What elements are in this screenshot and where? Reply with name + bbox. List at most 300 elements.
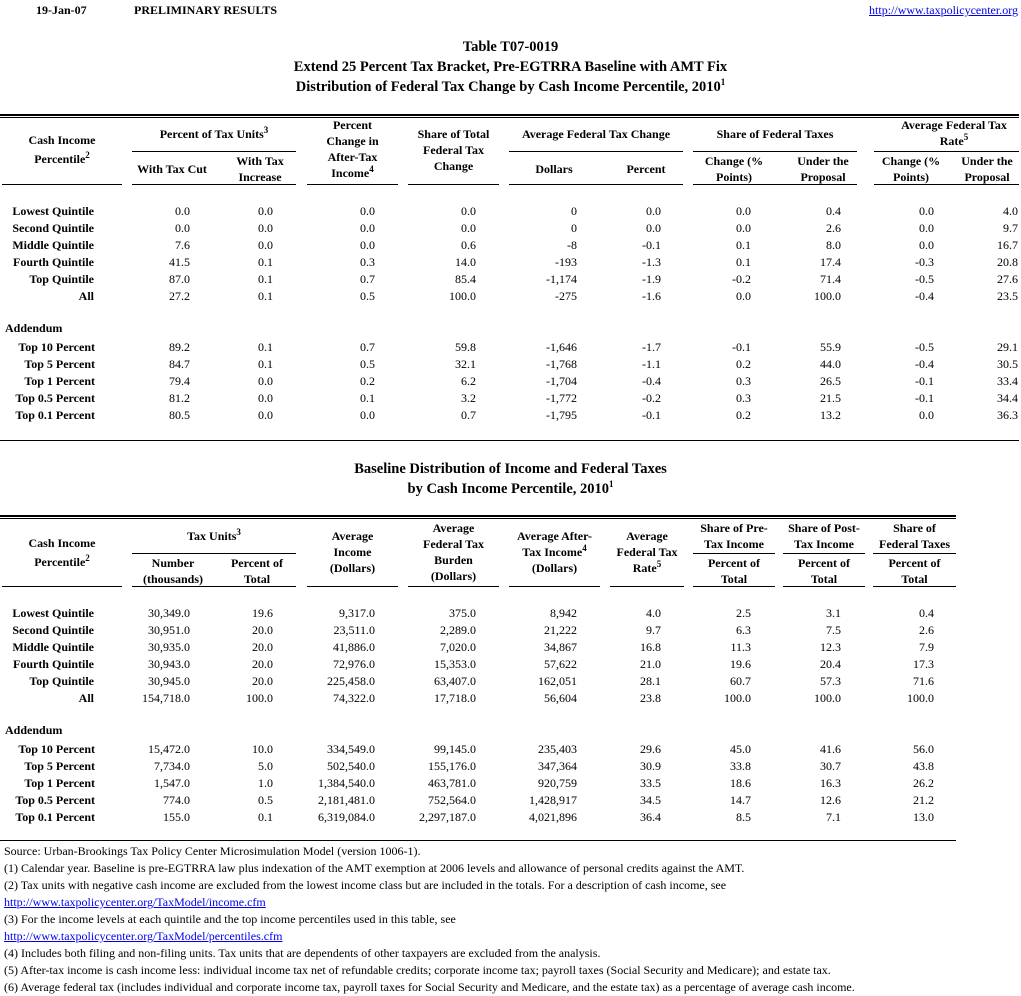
table-cell: 7.1 — [826, 810, 841, 824]
table-cell: 0.0 — [919, 408, 934, 422]
table2-title-line1: Baseline Distribution of Income and Federal Taxes — [354, 461, 667, 477]
table-cell: 21.0 — [640, 657, 661, 671]
table1-header-rule — [693, 151, 857, 152]
table-cell: 29.1 — [997, 340, 1018, 354]
table1-header-rule — [509, 184, 683, 185]
table-cell: 2,289.0 — [440, 623, 476, 637]
table-cell: -0.4 — [642, 374, 661, 388]
table-cell: 11.3 — [730, 640, 751, 654]
table-cell: 0.0 — [919, 221, 934, 235]
table-cell: 30,935.0 — [148, 640, 190, 654]
row-label: All — [78, 691, 94, 705]
table1-header-rule — [408, 184, 499, 185]
table-cell: 7.9 — [919, 640, 934, 654]
table-cell: 0.1 — [258, 810, 273, 824]
table-cell: 21.2 — [913, 793, 934, 807]
table-cell: -1,772 — [546, 391, 577, 405]
row-label: Middle Quintile — [12, 238, 94, 252]
table-cell: -0.1 — [915, 374, 934, 388]
table-cell: 2,181,481.0 — [318, 793, 375, 807]
table-cell: 32.1 — [455, 357, 476, 371]
table-cell: 4.0 — [646, 606, 661, 620]
table-cell: 6.3 — [736, 623, 751, 637]
status-label: PRELIMINARY RESULTS — [134, 3, 278, 17]
table-cell: 89.2 — [169, 340, 190, 354]
table-cell: 5.0 — [258, 759, 273, 773]
table-cell: 9,317.0 — [339, 606, 375, 620]
table-cell: 7.5 — [826, 623, 841, 637]
table-cell: 41.6 — [820, 742, 841, 756]
table-cell: 0.0 — [461, 221, 476, 235]
table-cell: 0.0 — [461, 204, 476, 218]
col-group-tax-units: Tax Units$^3$ — [187, 527, 241, 543]
table-cell: 16.7 — [997, 238, 1018, 252]
table-cell: 57,622 — [544, 657, 577, 671]
col-header-with-tax-increase: With Tax Increase — [236, 154, 284, 184]
table-cell: -1,795 — [546, 408, 577, 422]
table1-bottom-rule — [0, 440, 1019, 441]
table-cell: 0.2 — [360, 374, 375, 388]
table-cell: 17.3 — [913, 657, 934, 671]
table-cell: -0.2 — [732, 272, 751, 286]
footnote-5: (5) After-tax income is cash income less: individual income tax net of refundable credits; corporate income tax; payroll taxes (Social Security and Medicare); and estate tax. — [4, 963, 831, 977]
table-cell: 16.8 — [640, 640, 661, 654]
row-label: All — [78, 289, 94, 303]
table2-bottom-rule — [0, 840, 956, 841]
table-cell: -0.2 — [642, 391, 661, 405]
table-cell: 225,458.0 — [327, 674, 375, 688]
table-cell: 0.1 — [736, 238, 751, 252]
table-cell: -1.9 — [642, 272, 661, 286]
tpc-home-link[interactable]: http://www.taxpolicycenter.org — [869, 3, 1018, 17]
table-cell: 100.0 — [814, 691, 841, 705]
table-subject: Extend 25 Percent Tax Bracket, Pre-EGTRRA Baseline with AMT Fix — [293, 59, 728, 75]
table-cell: 4.0 — [1003, 204, 1018, 218]
table2-header-rule — [2, 586, 122, 587]
table1-header-rule — [509, 151, 683, 152]
row-label: Top 5 Percent — [24, 357, 95, 371]
table-cell: 33.5 — [640, 776, 661, 790]
table-cell: 154,718.0 — [142, 691, 190, 705]
col-header-percentile: Cash Income Percentile$^2$ — [28, 536, 96, 569]
col-group-tax-units: Percent of Tax Units$^3$ — [159, 125, 269, 141]
table-cell: 19.6 — [252, 606, 273, 620]
table-cell: 30,945.0 — [148, 674, 190, 688]
col-header-rate-under: Under the Proposal — [961, 154, 1013, 184]
table-cell: 0.5 — [258, 793, 273, 807]
table-cell: 162,051 — [538, 674, 577, 688]
table-cell: 41.5 — [169, 255, 190, 269]
row-label: Top 5 Percent — [24, 759, 95, 773]
table-cell: 375.0 — [449, 606, 476, 620]
table-cell: 12.3 — [820, 640, 841, 654]
table2-header-rule — [307, 586, 398, 587]
table-cell: 71.6 — [913, 674, 934, 688]
table-cell: 0.4 — [919, 606, 934, 620]
col-header-rate-change: Change (% Points) — [881, 154, 941, 184]
table-cell: -0.5 — [915, 340, 934, 354]
col-group-share-fed: Share of Federal Taxes — [879, 521, 950, 551]
col-header-percentile: Cash Income Percentile$^2$ — [28, 133, 96, 166]
col-header-with-tax-cut: With Tax Cut — [137, 162, 207, 176]
table-cell: 20.0 — [252, 657, 273, 671]
table-cell: 0.0 — [258, 408, 273, 422]
col-header-share-pre-pct: Percent of Total — [707, 556, 761, 586]
table-cell: 23.8 — [640, 691, 661, 705]
table-cell: 0.5 — [360, 357, 375, 371]
table1-header-rule — [307, 184, 398, 185]
table-cell: 0.6 — [461, 238, 476, 252]
table-cell: -1,768 — [546, 357, 577, 371]
footnote-1: (1) Calendar year. Baseline is pre-EGTRRA law plus indexation of the AMT exemption at 2006 levels and allowance of personal credits against the AMT. — [4, 861, 745, 875]
table-cell: 20.0 — [252, 623, 273, 637]
table-cell: 0.1 — [736, 255, 751, 269]
table-cell: 8.0 — [826, 238, 841, 252]
table2-top-rule — [0, 515, 956, 519]
table-cell: 81.2 — [169, 391, 190, 405]
row-label: Lowest Quintile — [12, 204, 94, 218]
table-cell: 80.5 — [169, 408, 190, 422]
table-cell: 7,020.0 — [440, 640, 476, 654]
table-cell: 0.0 — [360, 238, 375, 252]
table-cell: 27.6 — [997, 272, 1018, 286]
table-cell: 56,604 — [544, 691, 577, 705]
table-cell: 0.0 — [175, 221, 190, 235]
table-cell: -1.6 — [642, 289, 661, 303]
table-cell: 55.9 — [820, 340, 841, 354]
table2-title-line2: by Cash Income Percentile, 2010$^1$ — [407, 479, 614, 497]
row-label: Top Quintile — [29, 674, 94, 688]
table-cell: 334,549.0 — [327, 742, 375, 756]
table-cell: 7,734.0 — [154, 759, 190, 773]
table-cell: 20.0 — [252, 674, 273, 688]
footnote-6: (6) Average federal tax (includes individual and corporate income tax, payroll taxes for Social Security and Medicare, and the estate tax) as a percentage of average cash income. — [4, 980, 855, 994]
table-cell: 8.5 — [736, 810, 751, 824]
source-note: Source: Urban-Brookings Tax Policy Center Microsimulation Model (version 1006-1). — [4, 844, 421, 858]
table-cell: 71.4 — [820, 272, 841, 286]
col-group-avg-rate: Average Federal Tax Rate$^5$ — [901, 118, 1007, 148]
table-cell: 21,222 — [544, 623, 577, 637]
table-cell: 56.0 — [913, 742, 934, 756]
table-cell: 2.6 — [826, 221, 841, 235]
table-cell: -0.4 — [915, 289, 934, 303]
table-cell: 16.3 — [820, 776, 841, 790]
table-cell: 20.0 — [252, 640, 273, 654]
col-header-number: Number (thousands) — [142, 556, 204, 586]
table-cell: -193 — [555, 255, 577, 269]
table-cell: 34.5 — [640, 793, 661, 807]
row-label: Middle Quintile — [12, 640, 94, 654]
table-cell: 752,564.0 — [428, 793, 476, 807]
table-cell: 33.4 — [997, 374, 1018, 388]
table-cell: 0.0 — [258, 391, 273, 405]
table-cell: 0.0 — [258, 238, 273, 252]
row-label: Second Quintile — [12, 221, 94, 235]
table-cell: 30,349.0 — [148, 606, 190, 620]
footnotes — [4, 843, 1014, 996]
table-description: Distribution of Federal Tax Change by Cash Income Percentile, 2010$^1$ — [295, 77, 726, 95]
table-cell: 0.4 — [826, 204, 841, 218]
table-cell: 0.1 — [360, 391, 375, 405]
table-id: Table T07-0019 — [462, 39, 559, 55]
table-cell: 0.0 — [258, 374, 273, 388]
table-cell: 45.0 — [730, 742, 751, 756]
col-header-share-fed-pct: Percent of Total — [888, 556, 941, 586]
table2-header-rule — [610, 586, 684, 587]
table-cell: 0.0 — [360, 204, 375, 218]
page-header — [0, 3, 1021, 19]
table1-top-rule — [0, 114, 1019, 118]
table-cell: 9.7 — [646, 623, 661, 637]
table-cell: -1,646 — [546, 340, 577, 354]
table-cell: 0.3 — [736, 374, 751, 388]
col-header-pct-of-total: Percent of Total — [230, 556, 284, 586]
table-cell: 18.6 — [730, 776, 751, 790]
table-cell: 23,511.0 — [333, 623, 375, 637]
col-header-share-change: Change (% Points) — [704, 154, 764, 184]
income-definition-link[interactable]: http://www.taxpolicycenter.org/TaxModel/income.cfm — [4, 895, 266, 909]
table-cell: -0.3 — [915, 255, 934, 269]
table-cell: 15,472.0 — [148, 742, 190, 756]
table-cell: 0.0 — [646, 221, 661, 235]
table-cell: 33.8 — [730, 759, 751, 773]
table-cell: 72,976.0 — [333, 657, 375, 671]
row-label: Lowest Quintile — [12, 606, 94, 620]
table-cell: 0.1 — [258, 340, 273, 354]
table-cell: 1,384,540.0 — [318, 776, 375, 790]
table-cell: 28.1 — [640, 674, 661, 688]
row-label: Top 1 Percent — [24, 374, 95, 388]
table-cell: 0.0 — [258, 204, 273, 218]
table-cell: 1.0 — [258, 776, 273, 790]
table-cell: 15,353.0 — [434, 657, 476, 671]
table-cell: 26.5 — [820, 374, 841, 388]
percentiles-link[interactable]: http://www.taxpolicycenter.org/TaxModel/percentiles.cfm — [4, 929, 283, 943]
table-cell: -0.1 — [732, 340, 751, 354]
table-cell: 7.6 — [175, 238, 190, 252]
table-cell: 0.2 — [736, 408, 751, 422]
table-cell: 100.0 — [907, 691, 934, 705]
table-cell: 30,951.0 — [148, 623, 190, 637]
row-label: Top 10 Percent — [18, 340, 95, 354]
table1-header-rule — [2, 184, 122, 185]
table-cell: -0.1 — [642, 408, 661, 422]
table-cell: 155.0 — [163, 810, 190, 824]
table-cell: 84.7 — [169, 357, 190, 371]
table-cell: 347,364 — [538, 759, 577, 773]
table-cell: 30.9 — [640, 759, 661, 773]
col-header-avg-after-tax: Average After- Tax Income$^4$ (Dollars) — [517, 529, 592, 575]
addendum-label: Addendum — [5, 321, 63, 335]
table-cell: 21.5 — [820, 391, 841, 405]
table-cell: 1,428,917 — [529, 793, 577, 807]
table2-title — [0, 459, 1021, 499]
table-cell: 920,759 — [538, 776, 577, 790]
table-cell: 13.0 — [913, 810, 934, 824]
col-group-share-fed: Share of Federal Taxes — [716, 127, 834, 141]
table-cell: -1,704 — [546, 374, 577, 388]
table-cell: 0 — [571, 221, 577, 235]
table-cell: 99,145.0 — [434, 742, 476, 756]
table-cell: -0.1 — [915, 391, 934, 405]
table-cell: 774.0 — [163, 793, 190, 807]
table-cell: 36.4 — [640, 810, 661, 824]
table2-header-rule — [408, 586, 499, 587]
table-cell: 0.0 — [360, 408, 375, 422]
col-header-dollars: Dollars — [535, 162, 573, 176]
table-cell: 63,407.0 — [434, 674, 476, 688]
table-cell: 14.7 — [730, 793, 751, 807]
table-cell: 235,403 — [538, 742, 577, 756]
col-header-avg-burden: Average Federal Tax Burden (Dollars) — [422, 521, 484, 583]
table-cell: 30.7 — [820, 759, 841, 773]
addendum-label: Addendum — [5, 723, 63, 737]
table-cell: 41,886.0 — [333, 640, 375, 654]
table2-header-rule — [873, 553, 956, 554]
table-cell: 0.2 — [736, 357, 751, 371]
table-cell: 0.3 — [360, 255, 375, 269]
table-cell: 155,176.0 — [428, 759, 476, 773]
table-cell: -1.1 — [642, 357, 661, 371]
table-cell: 34.4 — [997, 391, 1018, 405]
row-label: Top 1 Percent — [24, 776, 95, 790]
table-cell: 44.0 — [820, 357, 841, 371]
table-cell: 36.3 — [997, 408, 1018, 422]
table1-title — [0, 37, 1021, 97]
table-cell: -1.7 — [642, 340, 661, 354]
table-cell: 100.0 — [724, 691, 751, 705]
table-cell: -1.3 — [642, 255, 661, 269]
table-cell: 74,322.0 — [333, 691, 375, 705]
table1-header-rule — [874, 151, 1019, 152]
table2-header-rule — [132, 553, 296, 554]
table-cell: 0.1 — [258, 357, 273, 371]
table-cell: 12.6 — [820, 793, 841, 807]
table-cell: -0.5 — [915, 272, 934, 286]
table-cell: 0.7 — [360, 272, 375, 286]
col-group-share-pre: Share of Pre- Tax Income — [700, 521, 768, 551]
table-cell: 0.7 — [360, 340, 375, 354]
table-cell: 100.0 — [246, 691, 273, 705]
table-cell: 30.5 — [997, 357, 1018, 371]
col-group-avg-change: Average Federal Tax Change — [521, 127, 671, 141]
table-cell: 26.2 — [913, 776, 934, 790]
row-label: Top 0.1 Percent — [15, 810, 95, 824]
table-cell: 0 — [571, 204, 577, 218]
footnote-4: (4) Includes both filing and non-filing units. Tax units that are dependents of other taxpayers are excluded from the analysis. — [4, 946, 601, 960]
table-cell: 2,297,187.0 — [419, 810, 476, 824]
table-cell: 3.1 — [826, 606, 841, 620]
table-cell: 0.0 — [736, 221, 751, 235]
table-cell: 463,781.0 — [428, 776, 476, 790]
row-label: Fourth Quintile — [12, 255, 94, 269]
table1-header-rule — [132, 151, 296, 152]
table-cell: 1,547.0 — [154, 776, 190, 790]
col-header-share-post-pct: Percent of Total — [797, 556, 851, 586]
table-cell: 9.7 — [1003, 221, 1018, 235]
table-cell: 87.0 — [169, 272, 190, 286]
col-header-avg-income: Average Income (Dollars) — [329, 529, 376, 575]
table-cell: 10.0 — [252, 742, 273, 756]
table-cell: -0.1 — [642, 238, 661, 252]
table-cell: 0.1 — [258, 255, 273, 269]
row-label: Top Quintile — [29, 272, 94, 286]
table-cell: 27.2 — [169, 289, 190, 303]
col-header-percent: Percent — [626, 162, 666, 176]
col-header-avg-rate: Average Federal Tax Rate$^5$ — [616, 529, 678, 575]
table-cell: 8,942 — [550, 606, 577, 620]
table-cell: 0.0 — [736, 204, 751, 218]
row-label: Top 0.1 Percent — [15, 408, 95, 422]
table-cell: 6.2 — [461, 374, 476, 388]
col-header-pct-change: Percent Change in After-Tax Income$^4$ — [326, 118, 379, 180]
table-cell: 19.6 — [730, 657, 751, 671]
table-cell: 0.0 — [919, 238, 934, 252]
table-cell: 502,540.0 — [327, 759, 375, 773]
report-date: 19-Jan-07 — [36, 3, 87, 17]
table-cell: 0.0 — [736, 289, 751, 303]
table-cell: 3.2 — [461, 391, 476, 405]
table-cell: 34,867 — [544, 640, 577, 654]
table-cell: -1,174 — [546, 272, 577, 286]
row-label: Top 0.5 Percent — [15, 793, 95, 807]
footnote-2: (2) Tax units with negative cash income are excluded from the lowest income class but are included in the totals. For a description of cash income, see — [4, 878, 727, 892]
table-cell: 0.5 — [360, 289, 375, 303]
table-cell: 29.6 — [640, 742, 661, 756]
table-cell: 59.8 — [455, 340, 476, 354]
table-cell: 17.4 — [820, 255, 841, 269]
table-cell: 2.6 — [919, 623, 934, 637]
col-header-share-total: Share of Total Federal Tax Change — [417, 127, 490, 173]
table2-header-rule — [693, 553, 775, 554]
table-cell: 0.0 — [646, 204, 661, 218]
table-cell: 79.4 — [169, 374, 190, 388]
table-cell: 4,021,896 — [529, 810, 577, 824]
table-cell: 30,943.0 — [148, 657, 190, 671]
col-header-share-under: Under the Proposal — [797, 154, 849, 184]
table-cell: -0.4 — [915, 357, 934, 371]
table-cell: 100.0 — [449, 289, 476, 303]
table-cell: 0.1 — [258, 272, 273, 286]
table-cell: 0.1 — [258, 289, 273, 303]
row-label: Fourth Quintile — [12, 657, 94, 671]
table-cell: 85.4 — [455, 272, 476, 286]
table-cell: 100.0 — [814, 289, 841, 303]
table-cell: 43.8 — [913, 759, 934, 773]
table-cell: 60.7 — [730, 674, 751, 688]
table-cell: 57.3 — [820, 674, 841, 688]
col-group-share-post: Share of Post- Tax Income — [788, 521, 860, 551]
table-cell: 6,319,084.0 — [318, 810, 375, 824]
table-cell: -275 — [555, 289, 577, 303]
table-cell: 13.2 — [820, 408, 841, 422]
row-label: Top 10 Percent — [18, 742, 95, 756]
table-cell: 20.4 — [820, 657, 841, 671]
table-cell: 0.0 — [258, 221, 273, 235]
table-cell: 0.0 — [919, 204, 934, 218]
table-cell: 23.5 — [997, 289, 1018, 303]
row-label: Second Quintile — [12, 623, 94, 637]
table2-header-rule — [509, 586, 600, 587]
table-cell: 20.8 — [997, 255, 1018, 269]
table-cell: 14.0 — [455, 255, 476, 269]
table-cell: 17,718.0 — [434, 691, 476, 705]
table2-header-rule — [783, 553, 865, 554]
table-cell: -8 — [567, 238, 577, 252]
table-cell: 0.7 — [461, 408, 476, 422]
table-cell: 2.5 — [736, 606, 751, 620]
footnote-3: (3) For the income levels at each quintile and the top income percentiles used in this table, see — [4, 912, 456, 926]
